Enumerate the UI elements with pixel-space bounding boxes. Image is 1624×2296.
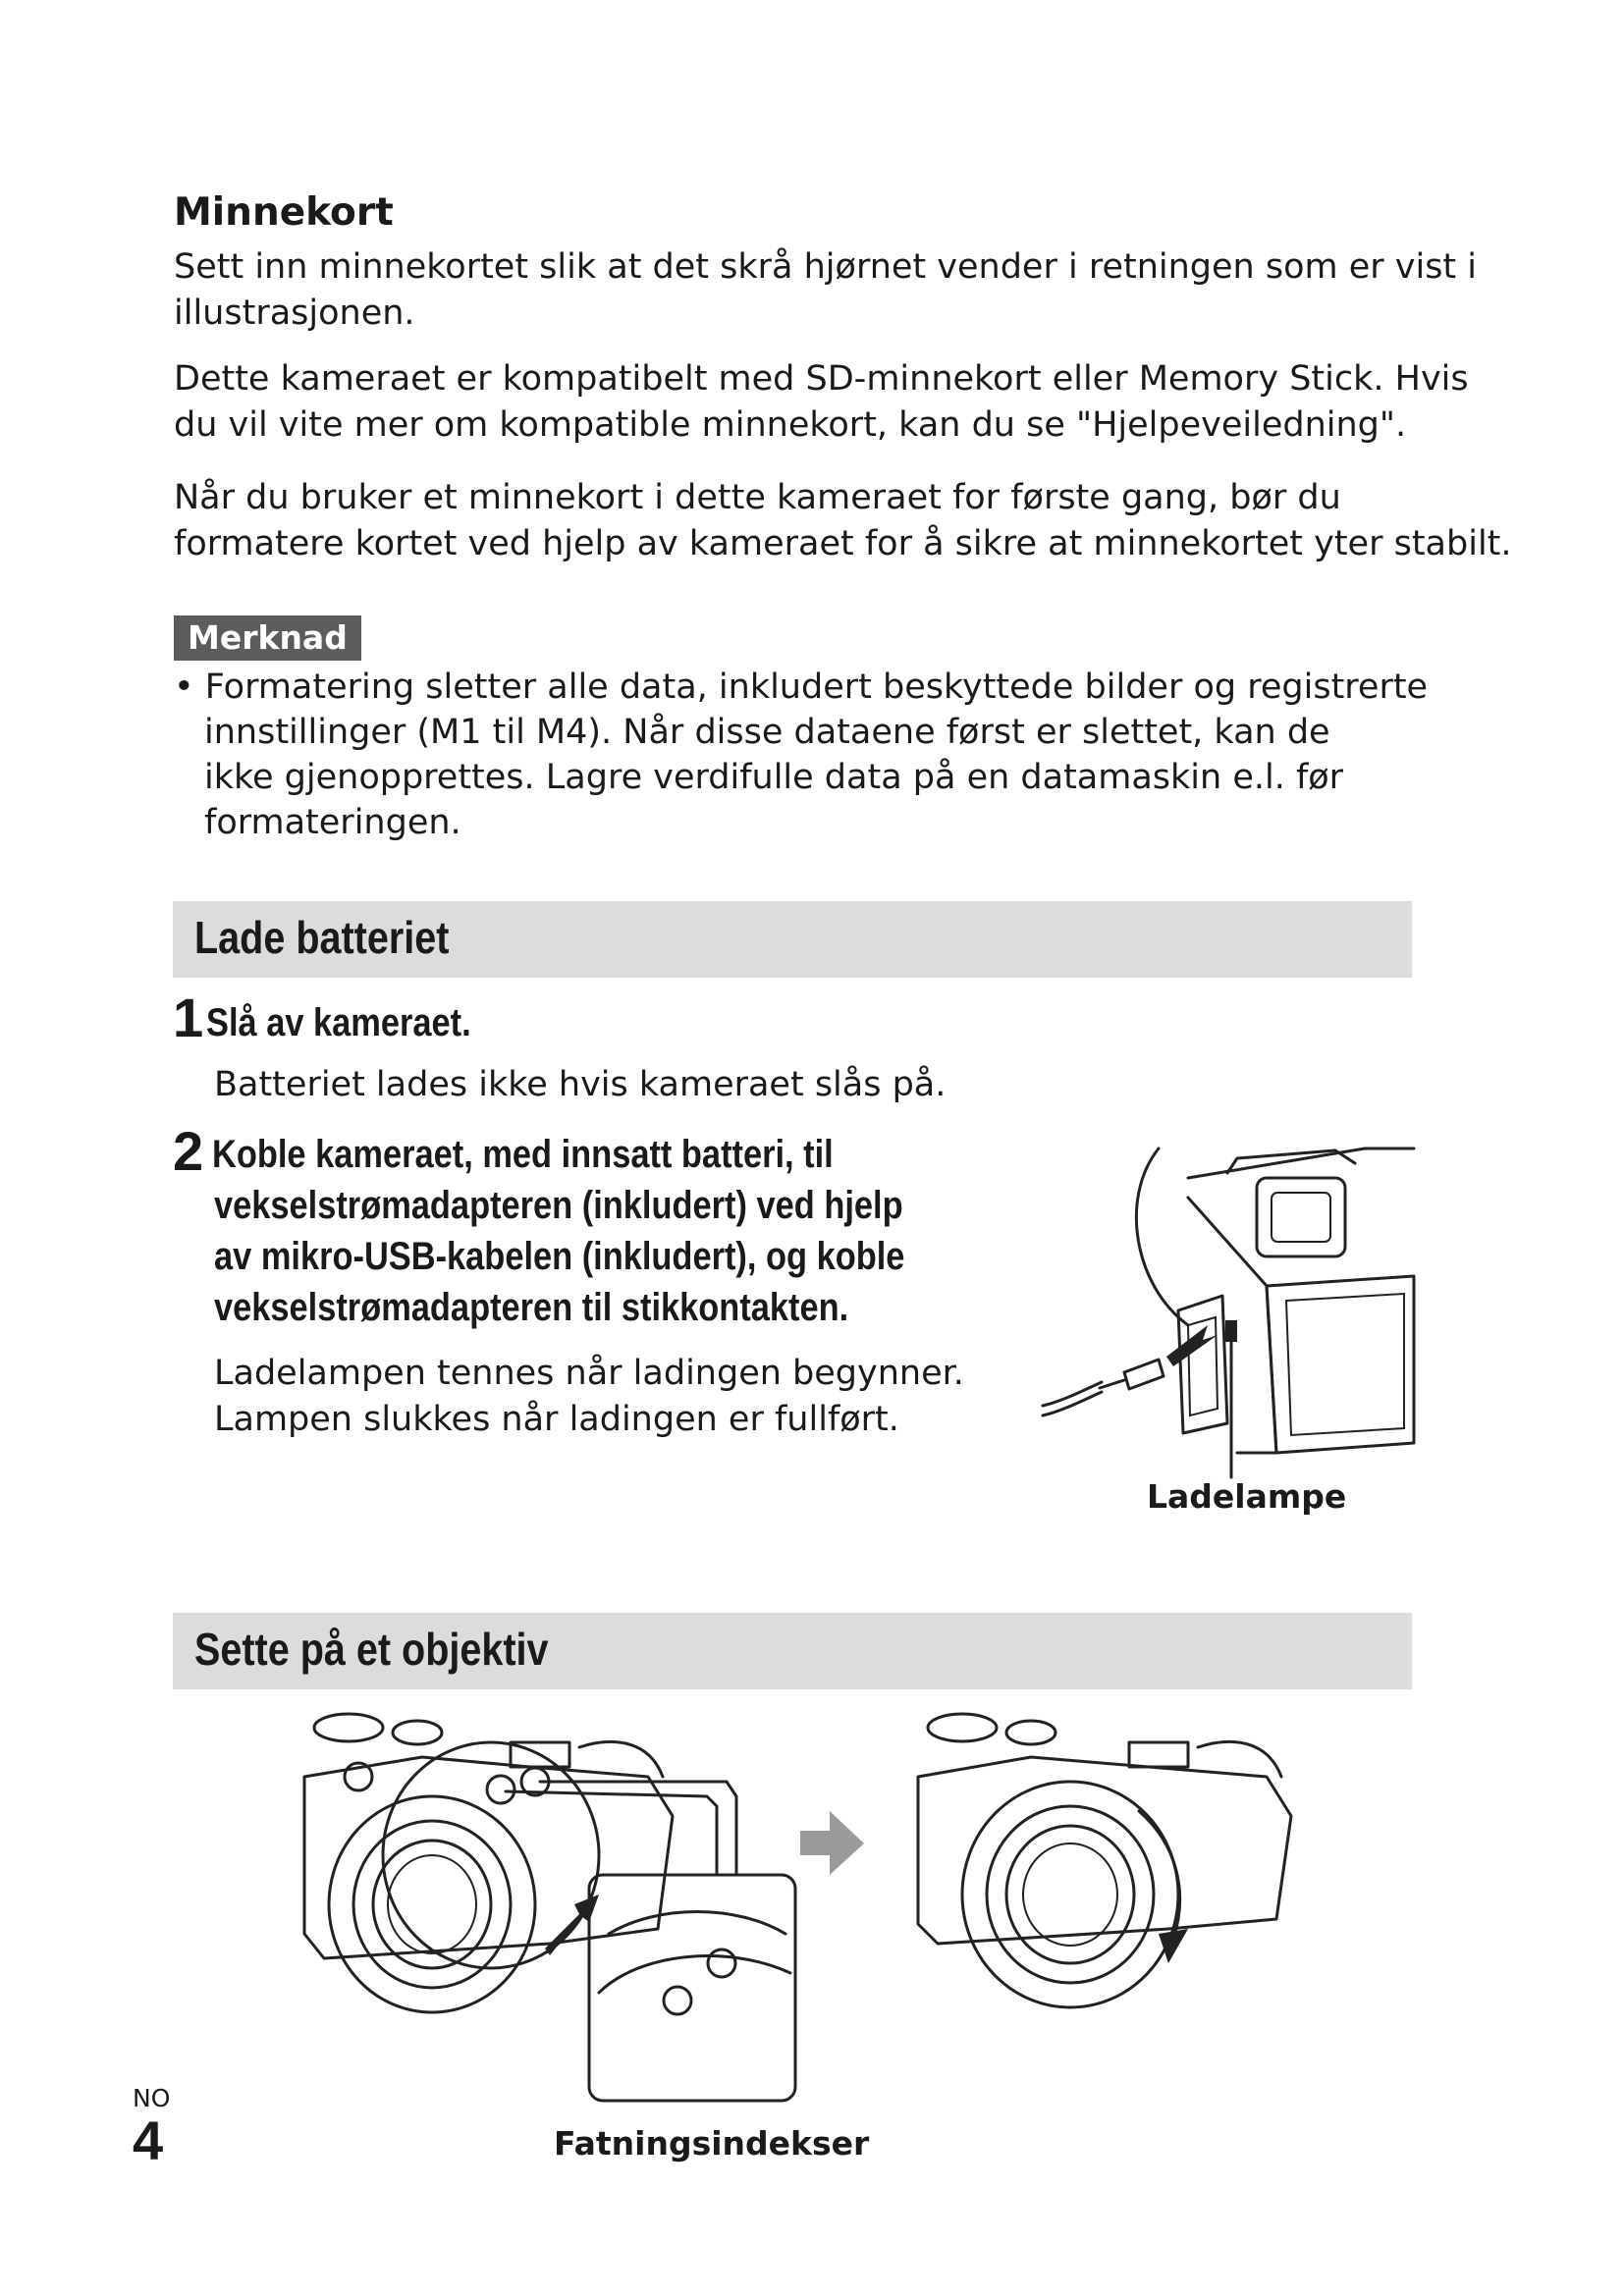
step-title-line: av mikro-USB-kabelen (inkludert), og koble [214,1235,905,1278]
step-text: Lampen slukkes når ladingen er fullført. [214,1400,899,1439]
text-line: du vil vite mer om kompatible minnekort, kan du se "Hjelpeveiledning". [174,405,1407,445]
memory-card-heading: Minnekort [174,190,394,235]
push-arrow-icon [545,1895,599,1955]
control-dial [393,1721,442,1744]
viewfinder [1257,1178,1345,1256]
insert-arrow-icon [1166,1325,1218,1366]
lens-ring [353,1821,511,1988]
text-line: illustrasjonen. [174,294,415,333]
step-title: Slå av kameraet. [206,1001,471,1044]
camera-left [304,1714,736,2012]
note-line: ikke gjenopprettes. Lagre verdifulle data på en datamaskin e.l. før [204,758,1344,797]
rotate-arrow-head-icon [1159,1929,1188,1963]
step-text: Ladelampen tennes når ladingen begynner. [214,1354,964,1393]
eyecup [1272,1193,1330,1242]
mount-index-icon [664,1987,691,2014]
inset-mount [599,1956,790,1993]
mount-index-label: Fatningsindekser [554,2124,870,2163]
step-title-line: vekselstrømadapteren (inkludert) ved hjelp [214,1184,903,1227]
mount-index-icon [708,1949,735,1977]
section-band-lens [173,1613,1412,1689]
camera-body [918,1757,1291,1944]
section-title: Sette på et objektiv [194,1624,549,1675]
step-number: 2 [173,1120,204,1182]
text-line: Sett inn minnekortet slik at det skrå hjørnet vender i retningen som er vist i [174,247,1478,287]
memory-card-paragraph-1 [174,244,1477,337]
text-line: formatere kortet ved hjelp av kameraet for å sikre at minnekortet yter stabilt. [174,524,1512,563]
lens-glass [1023,1843,1117,1946]
detail-inset [589,1875,795,2101]
memory-card-paragraph-3 [174,475,1512,567]
step-number: 1 [173,987,204,1048]
camera-charging-illustration [1041,1139,1424,1492]
lens-mounting-illustration [285,1698,1326,2130]
step-text-block [214,1351,964,1443]
text-line: Når du bruker et minnekort i dette kameraet for første gang, bør du [174,478,1341,517]
usb-cable [1043,1382,1102,1406]
control-dial [1006,1721,1056,1744]
lens-outline [1136,1148,1188,1325]
lens-ring [987,1806,1154,1983]
step-title-line: Koble kameraet, med innsatt batteri, til [212,1133,834,1176]
section-title: Lade batteriet [194,912,450,963]
note-badge: Merknad [174,615,361,661]
lens-outer [329,1796,535,2012]
mode-dial [314,1714,383,1741]
page-number: 4 [133,2109,164,2171]
next-step-arrow-icon [800,1811,864,1875]
step-text: Batteriet lades ikke hvis kameraet slås på. [214,1065,947,1104]
lcd-inner [1286,1294,1404,1435]
usb-plug [1124,1360,1164,1389]
mount-index-icon [487,1776,514,1803]
text-line: Dette kameraet er kompatibelt med SD-minnekort eller Memory Stick. Hvis [174,359,1469,399]
hot-shoe [1129,1742,1188,1767]
note-line: • Formatering sletter alle data, inkludert beskyttede bilder og registrerte [174,667,1429,707]
memory-card-paragraph-2 [174,356,1469,449]
language-code: NO [133,2084,171,2112]
step-title-line: vekselstrømadapteren til stikkontakten. [214,1286,849,1329]
note-text [174,665,1428,845]
camera-right [918,1714,1291,2007]
note-line: innstillinger (M1 til M4). Når disse dataene først er slettet, kan de [204,713,1330,752]
step-title-block [212,1129,1017,1333]
note-line: formateringen. [204,803,461,842]
lens-glass [388,1855,476,1953]
callout-line [506,1791,717,1875]
charge-lamp [1225,1320,1237,1342]
section-band-charging [173,901,1412,978]
charge-lamp-label: Ladelampe [1147,1477,1347,1516]
mode-dial [928,1714,997,1741]
lens-ring [1006,1826,1134,1963]
usb-neck [1100,1380,1124,1388]
